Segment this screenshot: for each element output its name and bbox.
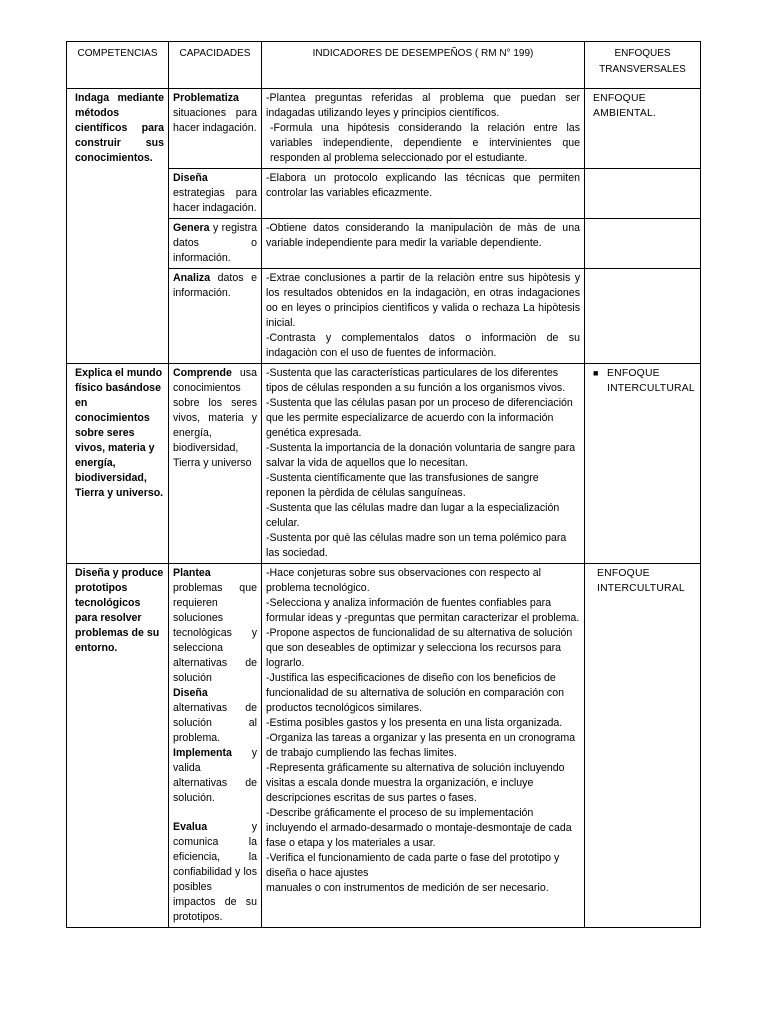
capacidad-name: Diseña (173, 172, 208, 184)
capacidad-text: problemas que requieren soluciones tecnològicas y selecciona alternativas de solución (173, 582, 257, 684)
capacidad-cell (169, 564, 262, 928)
indicador-item: -Propone aspectos de funcionalidad de su alternativa de solución que son deseables de optimizar y selecciona los recursos para lograrlo. (266, 627, 573, 669)
capacidad-text: y registra datos o información. (173, 222, 257, 264)
capacidad-name: Implementa (173, 747, 232, 759)
header-row (67, 42, 701, 89)
indicador-item: -Contrasta y complementalos datos o informaciòn de su indagaciòn con el uso de fuentes de informaciòn. (266, 332, 580, 359)
indicador-item: -Sustenta la importancia de la donación voluntaria de sangre para salvar la vida de aquellos que lo necesitan. (266, 442, 576, 469)
capacidad-block (173, 746, 257, 806)
indicador-item: -Estima posibles gastos y los presenta en una lista organizada. (266, 717, 563, 729)
indicadores-cell (262, 89, 585, 169)
indicador-item: -Sustenta que las características particulares de los diferentes tipos de células responden a su función a los organismos vivos. (266, 367, 566, 394)
enfoque-empty-cell (585, 169, 701, 219)
header-indicadores: INDICADORES DE DESEMPEÑOS ( RM N° 199) (262, 42, 585, 89)
indicador-item: -Formula una hipótesis considerando la relación entre las variables independiente, dependiente e intervinientes que responden al problema seleccionado por el estudiante. (270, 122, 580, 164)
capacidad-cell (169, 219, 262, 269)
capacidad-text: estrategias para hacer indagación. (173, 187, 257, 214)
indicador-item: -Sustenta por què las células madre son un tema polémico para las sociedad. (266, 532, 567, 559)
header-enfoques: ENFOQUES TRANSVERSALES (585, 42, 701, 89)
competencia-disena (67, 564, 169, 928)
indicador-item: -Hace conjeturas sobre sus observaciones con respecto al problema tecnológico. (266, 567, 541, 594)
indicador-item: -Extrae conclusiones a partir de la relaciòn entre sus hipòtesis y los resultados obtenidos en la indagaciòn, en otras indagaciones oo en leyes o principios cientìficos y valida o rechaza La hipòtesis inicial. (266, 272, 580, 329)
competencias-table (66, 41, 701, 928)
indicador-item: -Describe gráficamente el proceso de su implementación incluyendo el armado-desarmado o montaje-desmontaje de cada fase o etapa y los materiales a usar. (266, 807, 572, 849)
indicadores-cell (262, 219, 585, 269)
enfoque-empty-cell (585, 219, 701, 269)
enfoque-empty-cell (585, 269, 701, 364)
capacidad-name: Diseña (173, 687, 208, 699)
indicadores-cell (262, 169, 585, 219)
competencia-indaga (67, 89, 169, 364)
capacidad-name: Problematiza (173, 92, 239, 104)
indicador-item: -Sustenta científicamente que las transfusiones de sangre reponen la pèrdida de células sanguíneas. (266, 472, 539, 499)
enfoque-text: ENFOQUE AMBIENTAL. (593, 93, 657, 119)
capacidad-text: usa conocimientos sobre los seres vivos, materia y energía, biodiversidad, Tierra y universo (173, 367, 257, 469)
enfoque-cell (585, 89, 701, 169)
enfoque-text: ENFOQUE INTERCULTURAL (607, 368, 695, 394)
table-row (67, 364, 701, 564)
capacidad-text: y comunica la eficiencia, la confiabilidad y los posibles impactos de su prototipos. (173, 821, 257, 923)
capacidad-cell (169, 269, 262, 364)
indicador-item: -Sustenta que las células madre dan lugar a la especialización celular. (266, 502, 560, 529)
capacidad-block (173, 686, 257, 746)
capacidad-name: Plantea (173, 567, 211, 579)
capacidad-name: Analiza (173, 272, 211, 284)
indicador-item: -Obtiene datos considerando la manipulaciòn de màs de una variable independiente para medir la variable dependiente. (266, 222, 580, 249)
capacidad-cell (169, 89, 262, 169)
capacidad-block (173, 820, 257, 925)
capacidad-text: datos e información. (173, 272, 257, 299)
capacidad-name: Comprende (173, 367, 232, 379)
indicador-item: -Elabora un protocolo explicando las técnicas que permiten controlar las variables eficazmente. (266, 172, 580, 199)
competencia-text: Diseña y produce prototipos tecnológicos para resolver problemas de su entorno. (75, 567, 164, 654)
indicadores-cell (262, 364, 585, 564)
indicador-item: -Plantea preguntas referidas al problema que puedan ser indagadas utilizando leyes y principios científicos. (266, 92, 580, 119)
competencia-text: Explica el mundo físico basándose en conocimientos sobre seres vivos, materia y energía, biodiversidad, Tierra y universo. (75, 367, 164, 499)
enfoque-cell (585, 564, 701, 928)
header-capacidades: CAPACIDADES (169, 42, 262, 89)
capacidad-block (173, 566, 257, 686)
capacidad-text: y valida alternativas de solución. (173, 747, 257, 804)
capacidad-text: situaciones para hacer indagación. (173, 107, 257, 134)
indicador-item: -Representa gráficamente su alternativa de solución incluyendo visitas a escala donde muestra la organización, e incluye descripciones escritas de sus partes o fases. (266, 762, 565, 804)
competencia-text: Indaga mediante métodos científicos para construir sus conocimientos. (75, 92, 164, 164)
indicador-item: manuales o con instrumentos de medición de ser necesario. (266, 882, 549, 894)
capacidad-name: Evalua (173, 821, 208, 833)
competencia-explica (67, 364, 169, 564)
bullet-icon: ■ (593, 368, 599, 378)
capacidad-cell (169, 169, 262, 219)
spacer (173, 806, 257, 820)
table-row (67, 564, 701, 928)
capacidad-name: Genera (173, 222, 210, 234)
indicador-item: -Organiza las tareas a organizar y las presenta en un cronograma de trabajo cumpliendo las fechas limites. (266, 732, 576, 759)
indicadores-cell (262, 269, 585, 364)
indicador-item: -Selecciona y analiza información de fuentes confiables para formular ideas y -preguntas que permitan caracterizar el problema. (266, 597, 580, 624)
capacidad-text: alternativas de solución al problema. (173, 702, 257, 744)
indicadores-cell (262, 564, 585, 928)
header-competencias: COMPETENCIAS (67, 42, 169, 89)
enfoque-text: ENFOQUE INTERCULTURAL (597, 568, 685, 594)
indicador-item: -Sustenta que las células pasan por un proceso de diferenciación que les permite especializarce de acuerdo con la información genética expresada. (266, 397, 573, 439)
enfoque-cell (585, 364, 701, 564)
indicador-item: -Justifica las especificaciones de diseño con los beneficios de funcionalidad de su alternativa de solución en comparación con productos tecnológicos similares. (266, 672, 564, 714)
indicador-item: -Verifica el funcionamiento de cada parte o fase del prototipo y diseña o hace ajustes (266, 852, 560, 879)
table-row (67, 89, 701, 169)
capacidad-cell (169, 364, 262, 564)
